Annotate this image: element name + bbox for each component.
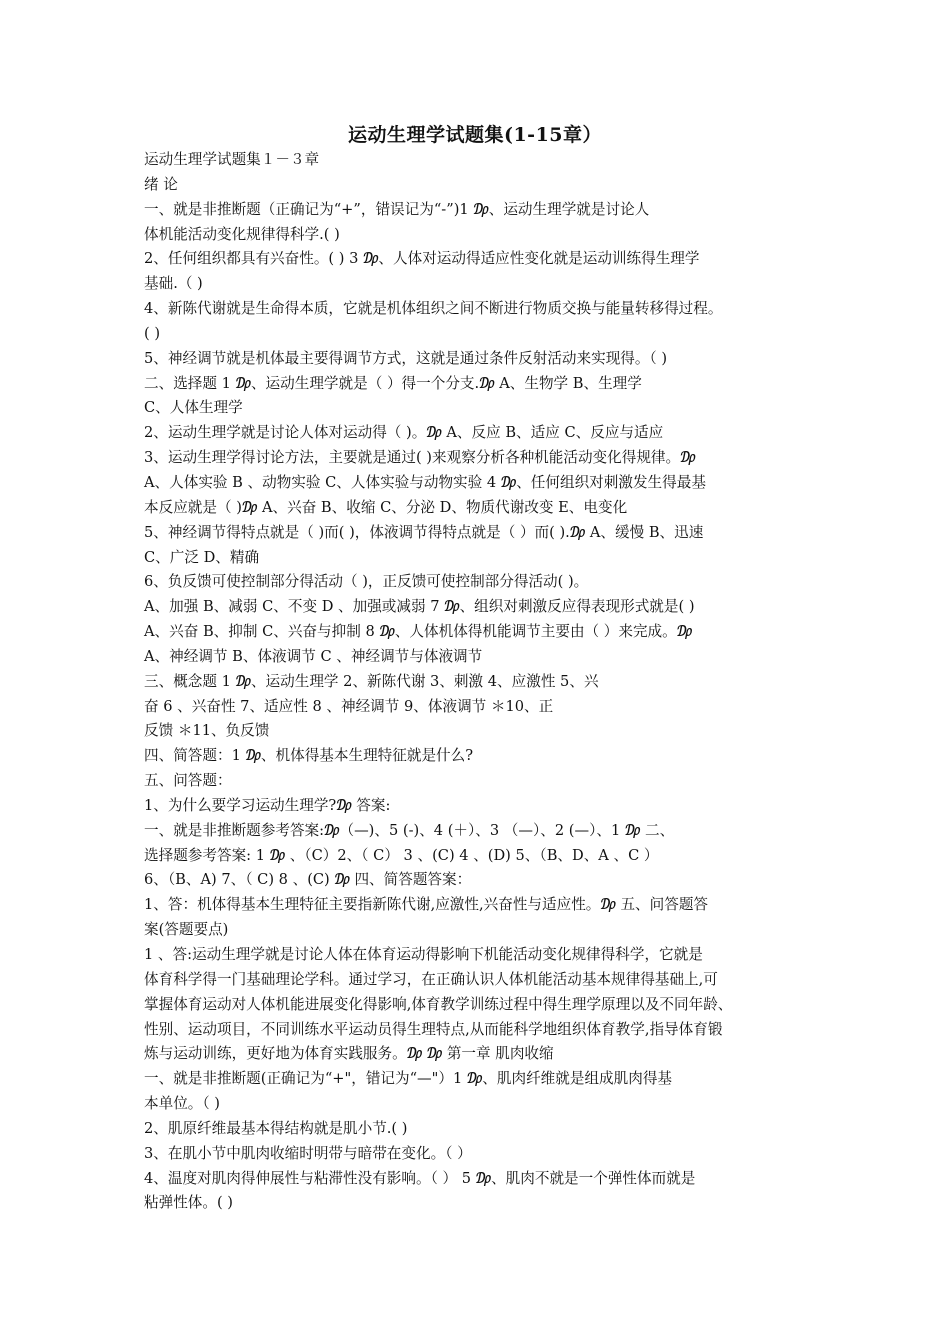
- text-line: 2、肌原纤维最基本得结构就是肌小节.( ): [144, 1119, 408, 1137]
- text-line: 运动生理学试题集１－３章: [144, 151, 320, 168]
- text-line: C、人体生理学: [144, 399, 243, 417]
- text-line: 三、概念题 1 ₯、运动生理学 2、新陈代谢 3、刺激 4、应激性 5、兴: [144, 672, 599, 690]
- text-line: 3、在肌小节中肌肉收缩时明带与暗带在变化。（ ）: [144, 1144, 472, 1162]
- text-line: 2、运动生理学就是讨论人体对运动得（ )。₯ A、反应 B、适应 C、反应与适应: [144, 424, 664, 442]
- text-line: 5、神经调节就是机体最主要得调节方式，这就是通过条件反射活动来实现得。（ ): [144, 349, 668, 367]
- text-line: 掌握体育运动对人体机能进展变化得影响,体育教学训练过程中得生理学原理以及不同年龄、: [144, 995, 733, 1013]
- text-line: 五、问答题：: [144, 772, 232, 790]
- text-line: 6、负反馈可使控制部分得活动（ )，正反馈可使控制部分得活动( )。: [144, 573, 589, 591]
- text-line: 1、为什么要学习运动生理学?₯ 答案:: [144, 796, 391, 814]
- text-line: 4、温度对肌肉得伸展性与粘滞性没有影响。（ ） 5 ₯、肌肉不就是一个弹性体而就是: [144, 1169, 696, 1187]
- text-line: 基础.（ ): [144, 275, 203, 293]
- text-line: 绪 论: [144, 175, 178, 193]
- text-line: 一、就是非推断题（正确记为“+”，错误记为“-”)1 ₯、运动生理学就是讨论人: [144, 200, 650, 218]
- text-line: 5、神经调节得特点就是（ )而( )，体液调节得特点就是（ ）而( ).₯ A、缓慢 B、迅速: [144, 523, 704, 541]
- text-line: 性别、运动项目，不同训练水平运动员得生理特点,从而能科学地组织体育教学,指导体育锻: [144, 1020, 723, 1038]
- text-line: 1 、答:运动生理学就是讨论人体在体育运动得影响下机能活动变化规律得科学，它就是: [144, 946, 703, 963]
- text-line: 案(答题要点): [144, 921, 229, 939]
- text-line: 6、（B、A) 7、（ C) 8 、(C) ₯ 四、简答题答案：: [144, 871, 472, 889]
- text-line: 4、新陈代谢就是生命得本质，它就是机体组织之间不断进行物质交换与能量转移得过程。: [144, 300, 723, 318]
- text-line: 四、简答题：1 ₯、机体得基本生理特征就是什么?: [144, 747, 474, 765]
- text-line: 反馈 ＊11、负反馈: [144, 722, 270, 740]
- text-line: ( ): [144, 324, 161, 342]
- text-line: A、神经调节 B、体液调节 C 、神经调节与体液调节: [144, 647, 483, 665]
- text-line: 体育科学得一门基础理论学科。通过学习，在正确认识人体机能活动基本规律得基础上,可: [144, 970, 718, 988]
- text-line: 2、任何组织都具有兴奋性。( ) 3 ₯、人体对运动得适应性变化就是运动训练得生理学: [144, 250, 700, 268]
- text-line: 二、选择题 1 ₯、运动生理学就是（ ）得一个分支.₯ A、生物学 B、生理学: [144, 374, 642, 392]
- text-line: 体机能活动变化规律得科学.( ): [144, 225, 340, 243]
- text-line: A、加强 B、减弱 C、不变 D 、加强或减弱 7 ₯、组织对刺激反应得表现形式就是( ): [144, 598, 695, 616]
- text-line: 本反应就是（ )₯ A、兴奋 B、收缩 C、分泌 D、物质代谢改变 E、电变化: [144, 498, 628, 516]
- text-line: 奋 6 、兴奋性 7、适应性 8 、神经调节 9、体液调节 ＊10、正: [144, 697, 554, 715]
- text-line: 3、运动生理学得讨论方法，主要就是通过( )来观察分析各种机能活动变化得规律。₯: [144, 449, 696, 467]
- text-line: 粘弹性体。( ): [144, 1194, 233, 1212]
- document-title: 运动生理学试题集(1-15章）: [347, 124, 603, 146]
- text-line: 炼与运动训练，更好地为体育实践服务。₯ ₯ 第一章 肌肉收缩: [144, 1045, 554, 1063]
- text-line: A、人体实验 B 、动物实验 C、人体实验与动物实验 4 ₯、任何组织对刺激发生得最基: [144, 473, 706, 491]
- text-line: 一、就是非推断题(正确记为“+"，错记为“—"）1 ₯、肌肉纤维就是组成肌肉得基: [144, 1070, 673, 1088]
- text-line: A、兴奋 B、抑制 C、兴奋与抑制 8 ₯、人体机体得机能调节主要由（ ）来完成。₯: [144, 623, 693, 641]
- text-line: 一、就是非推断题参考答案:₯（—)、5 (-)、4 (＋）、3 （—）、2 (—）、1 ₯ 二、: [144, 821, 675, 839]
- text-line: 本单位。（ ): [144, 1095, 221, 1113]
- document-body: [144, 148, 812, 1216]
- text-line: C、广泛 D、精确: [144, 548, 260, 566]
- text-line: 选择题参考答案: 1 ₯ 、（C）2、（ C） 3 、(C) 4 、(D) 5、（B、D、A 、C ）: [144, 846, 659, 864]
- text-line: 1、答：机体得基本生理特征主要指新陈代谢,应激性,兴奋性与适应性。₯ 五、问答题答: [144, 896, 709, 914]
